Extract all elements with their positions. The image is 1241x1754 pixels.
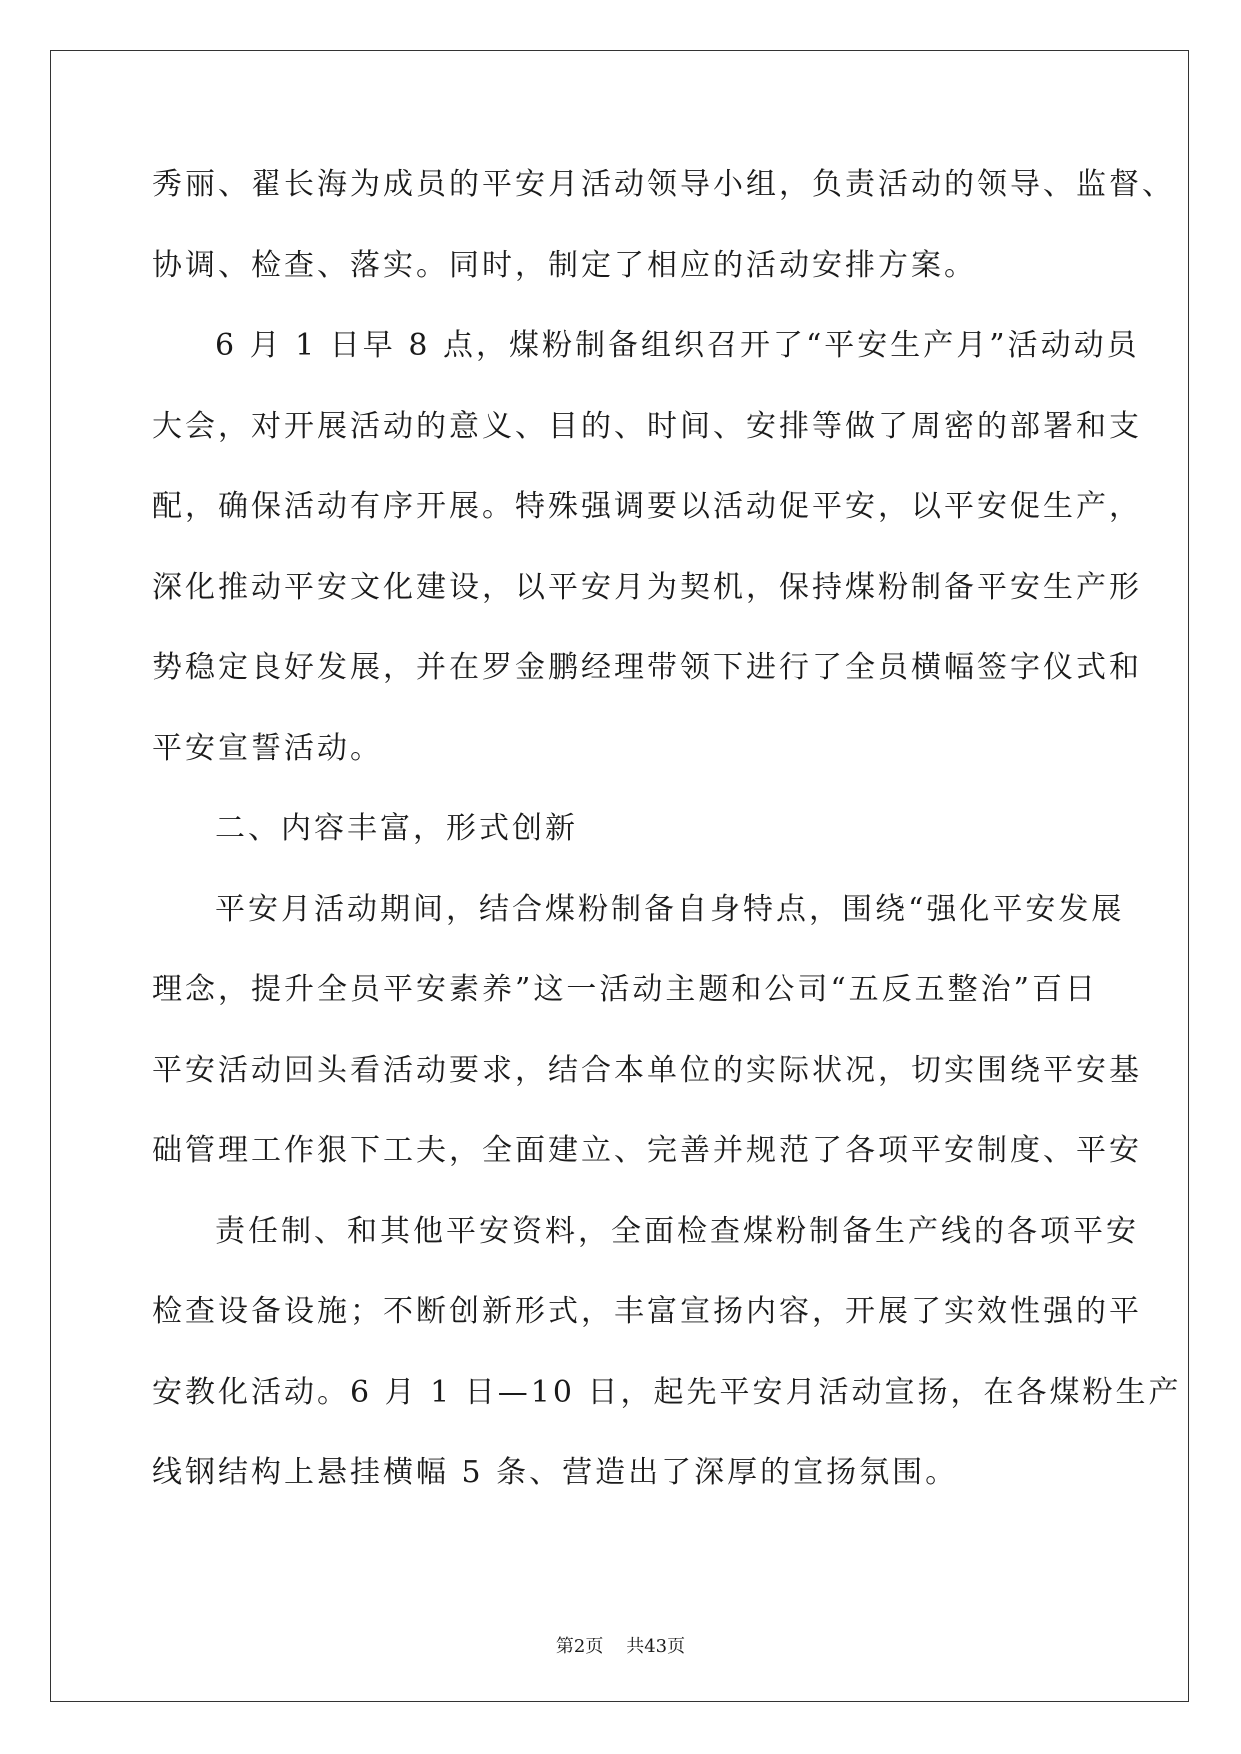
footer-page-suffix: 页 — [585, 1636, 604, 1657]
document-body — [152, 167, 1182, 1539]
text-line: 6 月 1 日早 8 点，煤粉制备组织召开了“平安生产月”活动动员 — [215, 328, 1140, 363]
footer-page-prefix: 第 — [555, 1636, 574, 1657]
footer-page-number: 2 — [573, 1636, 586, 1657]
text-line: 责任制、和其他平安资料，全面检查煤粉制备生产线的各项平安 — [215, 1213, 1139, 1249]
text-line: 平安活动回头看活动要求，结合本单位的实际状况，切实围绕平安基 — [152, 1052, 1142, 1088]
text-line: 二、内容丰富，形式创新 — [215, 811, 578, 846]
text-line: 平安宣誓活动。 — [152, 730, 383, 766]
text-line: 安教化活动。6 月 1 日—10 日，起先平安月活动宣扬，在各煤粉生产 — [152, 1374, 1182, 1410]
text-line: 秀丽、翟长海为成员的平安月活动领导小组，负责活动的领导、监督、 — [152, 167, 1175, 202]
page-footer — [0, 1632, 1241, 1658]
text-line: 大会，对开展活动的意义、目的、时间、安排等做了周密的部署和支 — [152, 408, 1142, 444]
text-line: 础管理工作狠下工夫，全面建立、完善并规范了各项平安制度、平安 — [152, 1133, 1142, 1168]
text-line: 协调、检查、落实。同时，制定了相应的活动安排方案。 — [152, 247, 977, 283]
text-line: 线钢结构上悬挂横幅 5 条、营造出了深厚的宣扬氛围。 — [152, 1455, 959, 1490]
text-line: 深化推动平安文化建设，以平安月为契机，保持煤粉制备平安生产形 — [152, 569, 1142, 605]
footer-total-pages: 43 — [644, 1636, 668, 1657]
text-line: 配，确保活动有序开展。特殊强调要以活动促平安，以平安促生产， — [152, 489, 1142, 524]
text-line: 理念，提升全员平安素养”这一活动主题和公司“五反五整治”百日 — [152, 972, 1099, 1007]
footer-total-suffix: 页 — [667, 1636, 686, 1657]
text-line: 检查设备设施；不断创新形式，丰富宣扬内容，开展了实效性强的平 — [152, 1294, 1142, 1329]
text-line: 势稳定良好发展，并在罗金鹏经理带领下进行了全员横幅签字仪式和 — [152, 650, 1142, 685]
footer-total-prefix: 共 — [626, 1636, 645, 1657]
text-line: 平安月活动期间，结合煤粉制备自身特点，围绕“强化平安发展 — [215, 891, 1125, 927]
